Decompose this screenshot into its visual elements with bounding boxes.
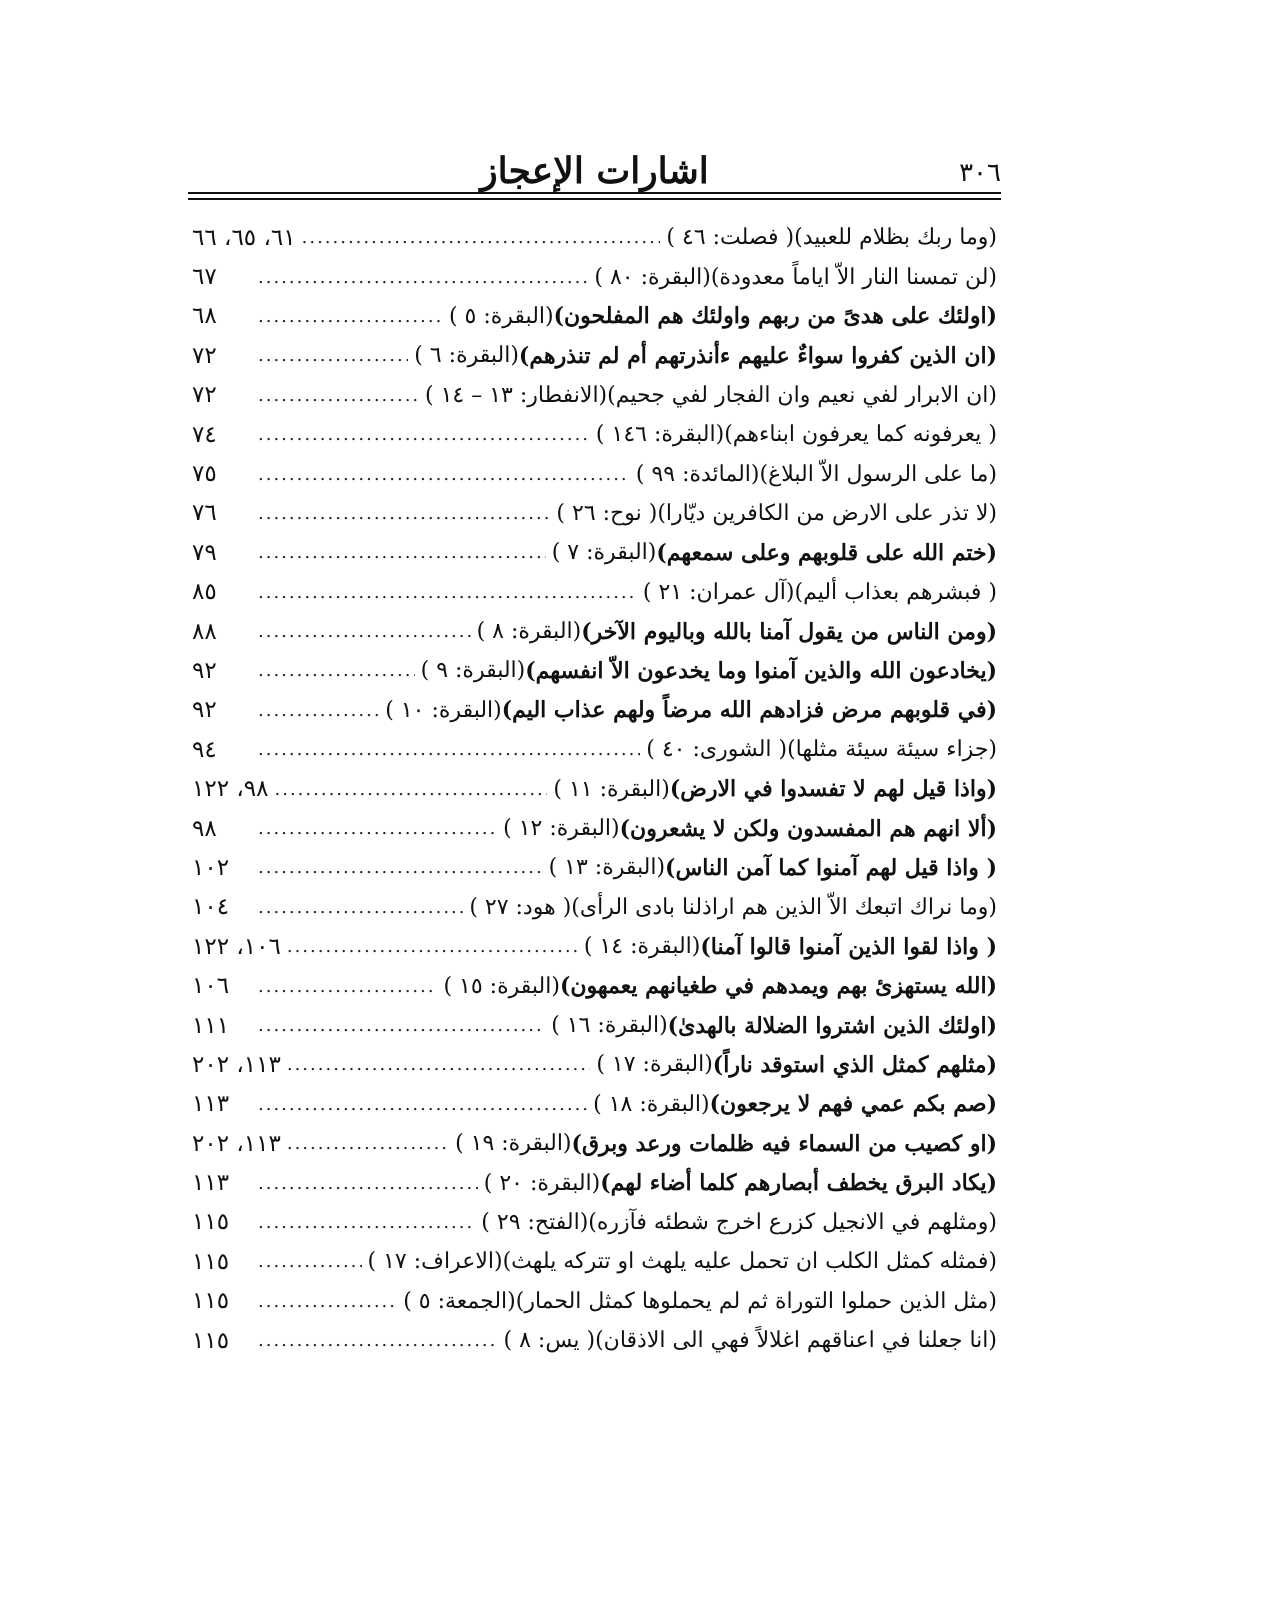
index-entry	[192, 1282, 997, 1321]
dot-leader	[258, 385, 419, 406]
index-entry	[192, 1006, 997, 1045]
dot-leader	[258, 1094, 587, 1115]
dot-leader	[258, 1291, 397, 1312]
page-header	[188, 150, 1001, 190]
verse-text: (ختم الله على قلوبهم وعلى سمعهم)	[656, 539, 997, 566]
page-numbers: ١١٣	[192, 1170, 230, 1197]
index-entry	[192, 376, 997, 415]
page-numbers: ١١٣، ٢٠٢	[192, 1130, 281, 1157]
verse-text: (ما على الرسول الاّ البلاغ)	[759, 461, 997, 487]
dot-leader	[287, 1054, 590, 1075]
page-numbers: ٧٥	[192, 461, 217, 488]
dot-leader	[258, 503, 550, 524]
index-entry	[192, 494, 997, 533]
surah-reference: (الانفطار: ١٣ – ١٤ )	[425, 382, 608, 408]
verse-text: (في قلوبهم مرض فزادهم الله مرضاً ولهم عذاب اليم)	[501, 697, 997, 724]
page-numbers: ٧٢	[192, 382, 217, 409]
index-entry	[192, 454, 997, 493]
index-entry	[192, 769, 997, 808]
index-entry	[192, 612, 997, 651]
surah-reference: (البقرة: ٢٠ )	[483, 1170, 601, 1196]
dot-leader	[258, 660, 415, 681]
dot-leader	[258, 1212, 475, 1233]
verse-text: (صم بكم عمي فهم لا يرجعون)	[709, 1091, 997, 1118]
verse-text: ( واذا قيل لهم آمنوا كما آمن الناس)	[665, 854, 997, 881]
dot-leader	[258, 1330, 498, 1351]
verse-text: (ان الذين كفروا سواءٌ عليهم ءأنذرتهم أم لم تنذرهم)	[518, 342, 997, 369]
index-entry	[192, 809, 997, 848]
index-entry	[192, 257, 997, 296]
index-entry	[192, 336, 997, 375]
dot-leader	[258, 1251, 362, 1272]
verse-text: ( فبشرهم بعذاب أليم)	[794, 579, 997, 605]
dot-leader	[258, 1173, 478, 1194]
dot-leader	[258, 897, 463, 918]
index-entry	[192, 888, 997, 927]
surah-reference: ( فصلت: ٤٦ )	[666, 225, 795, 251]
dot-leader	[302, 227, 661, 248]
surah-reference: (البقرة: ١٠ )	[385, 697, 502, 723]
verse-text: (ومثلهم في الانجيل كزرع اخرج شطئه فآزره)	[588, 1209, 997, 1235]
verse-text: (لن تمسنا النار الاّ اياماً معدودة)	[710, 264, 997, 290]
verse-index-list	[192, 218, 997, 1360]
verse-text: (الله يستهزئ بهم ويمدهم في طغيانهم يعمهون)	[559, 973, 997, 1000]
page-numbers: ٨٨	[192, 618, 217, 645]
index-entry	[192, 927, 997, 966]
surah-reference: (البقرة: ١٩ )	[455, 1131, 572, 1157]
index-entry	[192, 1085, 997, 1124]
running-title: اشارات الإعجاز	[480, 150, 709, 192]
dot-leader	[287, 936, 578, 957]
verse-text: (يخادعون الله والذين آمنوا وما يخدعون الاّ انفسهم)	[525, 657, 997, 684]
surah-reference: (الجمعة: ٥ )	[403, 1288, 516, 1314]
dot-leader	[258, 700, 379, 721]
page-numbers: ١١٣، ٢٠٢	[192, 1051, 281, 1078]
dot-leader	[258, 976, 437, 997]
index-entry	[192, 651, 997, 690]
verse-text: (مثل الذين حملوا التوراة ثم لم يحملوها كمثل الحمار)	[515, 1288, 997, 1314]
dot-leader	[258, 424, 590, 445]
verse-text: (او كصيب من السماء فيه ظلمات ورعد وبرق)	[571, 1130, 997, 1157]
index-entry	[192, 730, 997, 769]
dot-leader	[258, 857, 543, 878]
dot-leader	[258, 542, 546, 563]
verse-text: (واذا قيل لهم لا تفسدوا في الارض)	[669, 776, 997, 803]
verse-text: (مثلهم كمثل الذي استوقد ناراً)	[712, 1051, 997, 1078]
index-entry	[192, 297, 997, 336]
verse-text: (وما ربك بظلام للعبيد)	[794, 225, 997, 251]
surah-reference: (البقرة: ٨ )	[476, 619, 582, 645]
verse-text: (ان الابرار لفي نعيم وان الفجار لفي جحيم)	[607, 382, 997, 408]
index-entry	[192, 691, 997, 730]
surah-reference: (آل عمران: ٢١ )	[642, 579, 795, 605]
page-numbers: ٩٢	[192, 657, 217, 684]
page-numbers: ١١٥	[192, 1288, 230, 1315]
surah-reference: (البقرة: ١١ )	[553, 776, 670, 802]
dot-leader	[258, 621, 471, 642]
index-entry	[192, 1045, 997, 1084]
dot-leader	[258, 818, 497, 839]
surah-reference: (البقرة: ٦ )	[414, 343, 519, 369]
verse-text: (جزاء سيئة سيئة مثلها)	[787, 737, 997, 763]
page-numbers: ٧٦	[192, 500, 217, 527]
page-numbers: ١١٥	[192, 1248, 230, 1275]
index-entry	[192, 218, 997, 257]
page-numbers: ٨٥	[192, 579, 217, 606]
verse-text: ( واذا لقوا الذين آمنوا قالوا آمنا)	[700, 933, 997, 960]
surah-reference: ( الشورى: ٤٠ )	[646, 737, 788, 763]
verse-text: (اولئك الذين اشتروا الضلالة بالهدىٰ)	[667, 1012, 997, 1039]
page-numbers: ١١٥	[192, 1209, 230, 1236]
surah-reference: (البقرة: ١٣ )	[548, 855, 666, 881]
page-numbers: ١٠٦	[192, 973, 230, 1000]
dot-leader	[258, 1015, 545, 1036]
surah-reference: (المائدة: ٩٩ )	[635, 461, 760, 487]
index-entry	[192, 1203, 997, 1242]
surah-reference: (الفتح: ٢٩ )	[481, 1209, 589, 1235]
dot-leader	[258, 739, 640, 760]
index-entry	[192, 1321, 997, 1360]
surah-reference: (البقرة: ٩ )	[420, 658, 526, 684]
surah-reference: (البقرة: ١٤٦ )	[595, 422, 725, 448]
dot-leader	[287, 1133, 449, 1154]
verse-text: (وما نراك اتبعك الاّ الذين هم اراذلنا بادى الرأى)	[571, 894, 997, 920]
surah-reference: (البقرة: ٧ )	[551, 540, 657, 566]
dot-leader	[258, 267, 588, 288]
dot-leader	[275, 779, 548, 800]
surah-reference: (البقرة: ١٦ )	[551, 1013, 668, 1038]
verse-text: (انا جعلنا في اعناقهم اغلالاً فهي الى الاذقان)	[595, 1328, 997, 1354]
page-numbers: ٦٧	[192, 264, 217, 291]
header-rule	[188, 198, 1001, 200]
verse-text: (اولئك على هدىً من ربهم واولئك هم المفلحون)	[553, 303, 997, 330]
page-numbers: ١٠٢	[192, 854, 230, 881]
verse-text: (يكاد البرق يخطف أبصارهم كلما أضاء لهم)	[600, 1170, 997, 1197]
index-entry	[192, 966, 997, 1005]
verse-text: (فمثله كمثل الكلب ان تحمل عليه يلهث او تتركه يلهث)	[502, 1249, 997, 1275]
dot-leader	[258, 464, 630, 485]
page-numbers: ٧٤	[192, 421, 217, 448]
page-numbers: ١٠٤	[192, 894, 230, 921]
surah-reference: (البقرة: ٥ )	[448, 303, 554, 329]
index-entry	[192, 533, 997, 572]
verse-text: (لا تذر على الارض من الكافرين ديّارا)	[657, 500, 997, 526]
surah-reference: (البقرة: ١٥ )	[443, 973, 560, 999]
surah-reference: ( نوح: ٢٦ )	[556, 500, 658, 526]
verse-text: (ومن الناس من يقول آمنا بالله وباليوم الآخر)	[581, 618, 997, 645]
page-numbers: ٦٨	[192, 303, 217, 330]
surah-reference: ( هود: ٢٧ )	[469, 894, 572, 920]
page-numbers: ٩٨	[192, 815, 217, 842]
index-entry	[192, 848, 997, 887]
header-rule	[188, 192, 1001, 194]
index-entry	[192, 1124, 997, 1163]
page-number: ٣٠٦	[959, 158, 1001, 188]
index-entry	[192, 415, 997, 454]
page-numbers: ٦١، ٦٥، ٦٦	[192, 224, 296, 251]
surah-reference: (البقرة: ١٧ )	[596, 1052, 713, 1078]
page-numbers: ١٠٦، ١٢٢	[192, 933, 281, 960]
dot-leader	[258, 345, 408, 366]
page-numbers: ٧٩	[192, 539, 217, 566]
page-numbers: ٧٢	[192, 342, 217, 369]
verse-text: ( يعرفونه كما يعرفون ابناءهم)	[724, 422, 997, 448]
surah-reference: (البقرة: ١٨ )	[593, 1091, 710, 1117]
page-numbers: ١١١	[192, 1012, 230, 1039]
surah-reference: (البقرة: ١٢ )	[503, 816, 620, 842]
page-numbers: ١١٣	[192, 1091, 230, 1118]
index-entry	[192, 573, 997, 612]
index-entry	[192, 1242, 997, 1281]
index-entry	[192, 1163, 997, 1202]
page-numbers: ١١٥	[192, 1327, 230, 1354]
page-numbers: ٩٤	[192, 736, 217, 763]
verse-text: (ألا انهم هم المفسدون ولكن لا يشعرون)	[619, 815, 997, 842]
surah-reference: ( يس: ٨ )	[503, 1328, 596, 1354]
surah-reference: (البقرة: ١٤ )	[583, 934, 701, 960]
dot-leader	[258, 306, 443, 327]
page-numbers: ٩٢	[192, 697, 217, 724]
surah-reference: (البقرة: ٨٠ )	[594, 264, 711, 290]
surah-reference: (الاعراف: ١٧ )	[367, 1249, 503, 1275]
page-numbers: ٩٨، ١٢٢	[192, 776, 269, 803]
dot-leader	[258, 582, 637, 603]
